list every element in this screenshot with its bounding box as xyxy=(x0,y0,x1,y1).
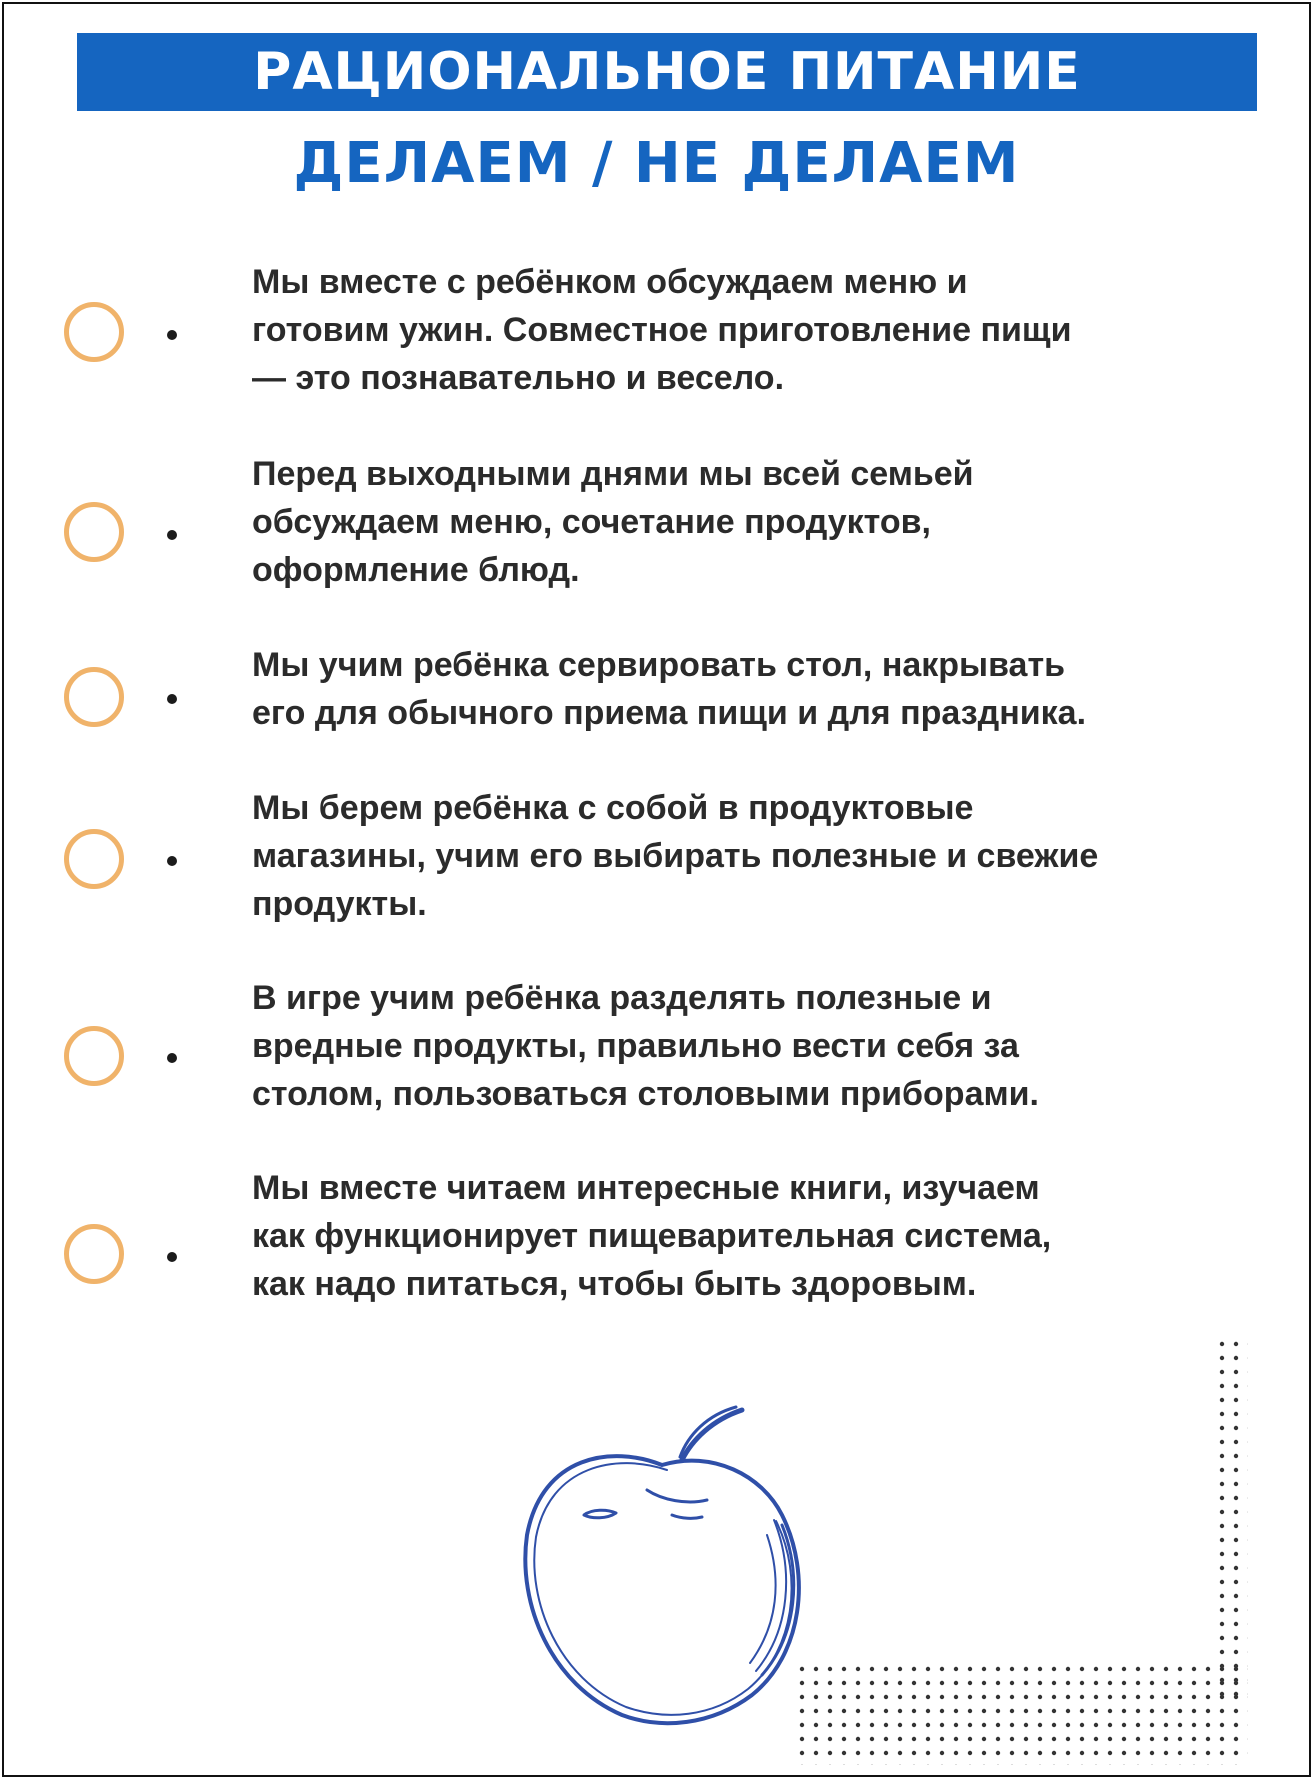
circle-checkbox-icon[interactable] xyxy=(64,667,124,727)
page-title: РАЦИОНАЛЬНОЕ ПИТАНИЕ xyxy=(253,42,1081,102)
bullet-dot xyxy=(167,330,177,340)
bullet-dot xyxy=(167,856,177,866)
checklist-item-text: Мы учим ребёнка сервировать стол, накрывать его для обычного приема пищи и для праздника. xyxy=(252,646,1087,732)
circle-checkbox-icon[interactable] xyxy=(64,1026,124,1086)
circle-checkbox-icon[interactable] xyxy=(64,1224,124,1284)
dotted-pattern-vertical xyxy=(1218,1340,1248,1700)
checklist-item-text: В игре учим ребёнка разделять полезные и вредные продукты, правильно вести себя за столом, пользоваться столовыми приборами. xyxy=(252,979,1039,1113)
apple-sketch-icon xyxy=(512,1405,812,1735)
checklist-item-text: Мы берем ребёнка с собой в продуктовые магазины, учим его выбирать полезные и свежие продукты. xyxy=(252,789,1099,923)
bullet-dot xyxy=(167,694,177,704)
circle-checkbox-icon[interactable] xyxy=(64,829,124,889)
checklist-item-text: Мы вместе с ребёнком обсуждаем меню и готовим ужин. Совместное приготовление пищи — это познавательно и весело. xyxy=(252,263,1072,397)
circle-checkbox-icon[interactable] xyxy=(64,502,124,562)
circle-checkbox-icon[interactable] xyxy=(64,302,124,362)
bullet-dot xyxy=(167,530,177,540)
checklist-item-text: Мы вместе читаем интересные книги, изучаем как функционирует пищеварительная система, как надо питаться, чтобы быть здоровым. xyxy=(252,1169,1052,1303)
checklist-item-text: Перед выходными днями мы всей семьей обсуждаем меню, сочетание продуктов, оформление блюд. xyxy=(252,455,974,589)
bullet-dot xyxy=(167,1053,177,1063)
page-subtitle: ДЕЛАЕМ / НЕ ДЕЛАЕМ xyxy=(293,131,1020,196)
bullet-dot xyxy=(167,1252,177,1262)
dotted-pattern-horizontal xyxy=(798,1665,1248,1765)
